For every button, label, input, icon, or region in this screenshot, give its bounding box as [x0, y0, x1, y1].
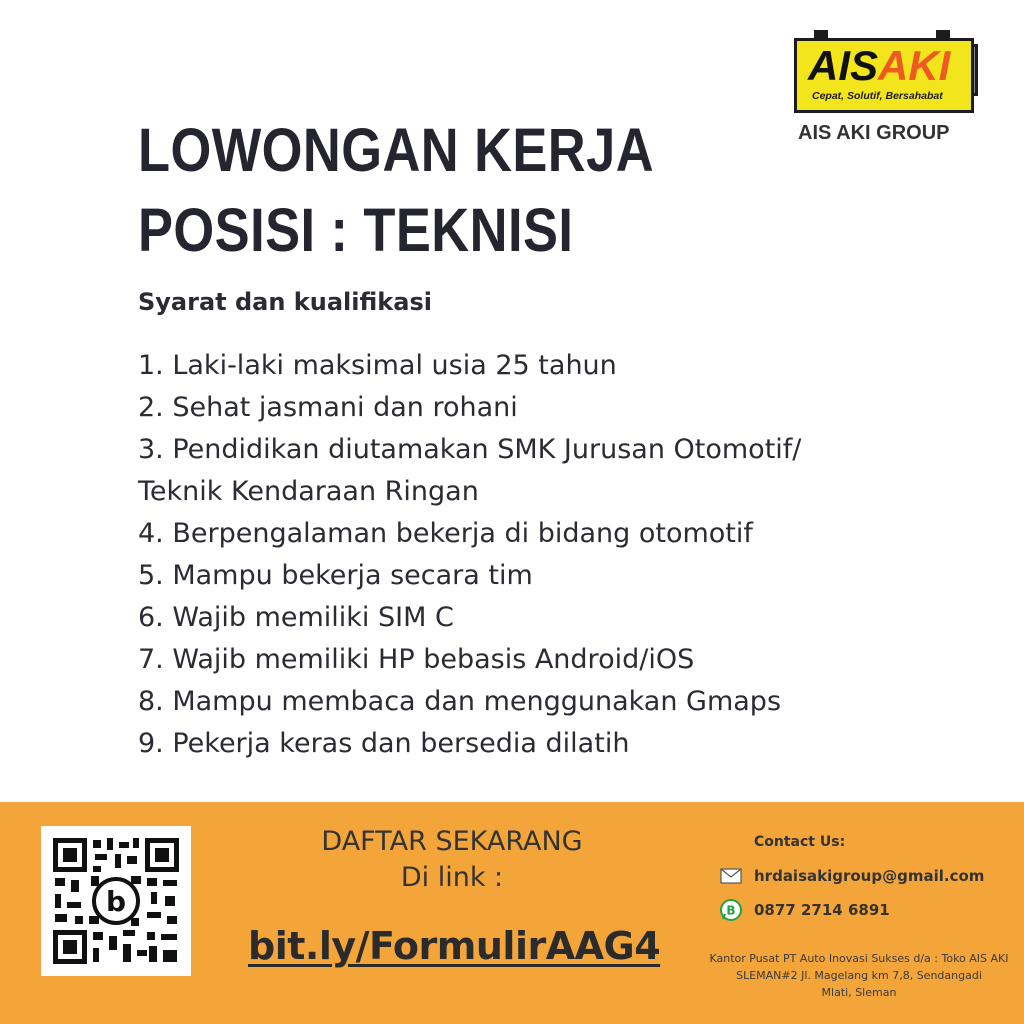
logo-ais-text: AIS — [808, 42, 879, 89]
requirements-heading: Syarat dan kualifikasi — [138, 288, 432, 316]
cta-line-1: DAFTAR SEKARANG — [321, 826, 583, 857]
requirements-list — [138, 345, 998, 765]
svg-text:B: B — [726, 903, 736, 918]
address-line-1: Kantor Pusat PT Auto Inovasi Sukses d/a : Toko AIS AKI — [709, 952, 1009, 965]
company-logo — [790, 30, 990, 155]
list-item: 3. Pendidikan diutamakan SMK Jurusan Otomotif/ — [138, 434, 802, 465]
list-item: 7. Wajib memiliki HP bebasis Android/iOS — [138, 644, 695, 675]
list-item: 2. Sehat jasmani dan rohani — [138, 392, 518, 423]
mail-icon — [718, 865, 744, 887]
list-item: 5. Mampu bekerja secara tim — [138, 560, 533, 591]
list-item: 4. Berpengalaman bekerja di bidang otomotif — [138, 518, 753, 549]
qr-code-icon[interactable] — [41, 826, 191, 976]
list-item: 6. Wajib memiliki SIM C — [138, 602, 454, 633]
logo-group-name: AIS AKI GROUP — [798, 122, 950, 144]
contact-phone-row[interactable] — [718, 898, 890, 922]
battery-terminal-right — [936, 30, 950, 39]
contact-email: hrdaisakigroup@gmail.com — [754, 867, 985, 885]
battery-terminal-left — [814, 30, 828, 39]
svg-text:b: b — [105, 885, 127, 918]
contact-heading: Contact Us: — [754, 834, 846, 850]
list-item: 1. Laki-laki maksimal usia 25 tahun — [138, 350, 617, 381]
logo-tagline: Cepat, Solutif, Bersahabat — [812, 90, 943, 102]
cta-line-2: Di link : — [400, 862, 504, 893]
logo-aki-text: AKI — [878, 42, 951, 89]
address-line-2: SLEMAN#2 Jl. Magelang km 7,8, Sendangadi — [736, 969, 982, 982]
list-item: Teknik Kendaraan Ringan — [138, 476, 479, 507]
qr-code-graphic — [51, 836, 181, 966]
page-title — [138, 110, 654, 270]
title-line-2: POSISI : TEKNISI — [138, 196, 574, 264]
whatsapp-business-icon — [718, 899, 744, 921]
office-address — [700, 950, 1018, 1001]
call-to-action — [302, 824, 602, 896]
list-item: 8. Mampu membaca dan menggunakan Gmaps — [138, 686, 782, 717]
list-item: 9. Pekerja keras dan bersedia dilatih — [138, 728, 630, 759]
logo-wordmark — [808, 44, 950, 88]
contact-email-row[interactable] — [718, 864, 984, 888]
contact-phone: 0877 2714 6891 — [754, 901, 890, 919]
title-line-1: LOWONGAN KERJA — [138, 116, 655, 184]
address-line-3: Mlati, Sleman — [821, 986, 897, 999]
registration-link[interactable]: bit.ly/FormulirAAG4 — [248, 924, 661, 968]
